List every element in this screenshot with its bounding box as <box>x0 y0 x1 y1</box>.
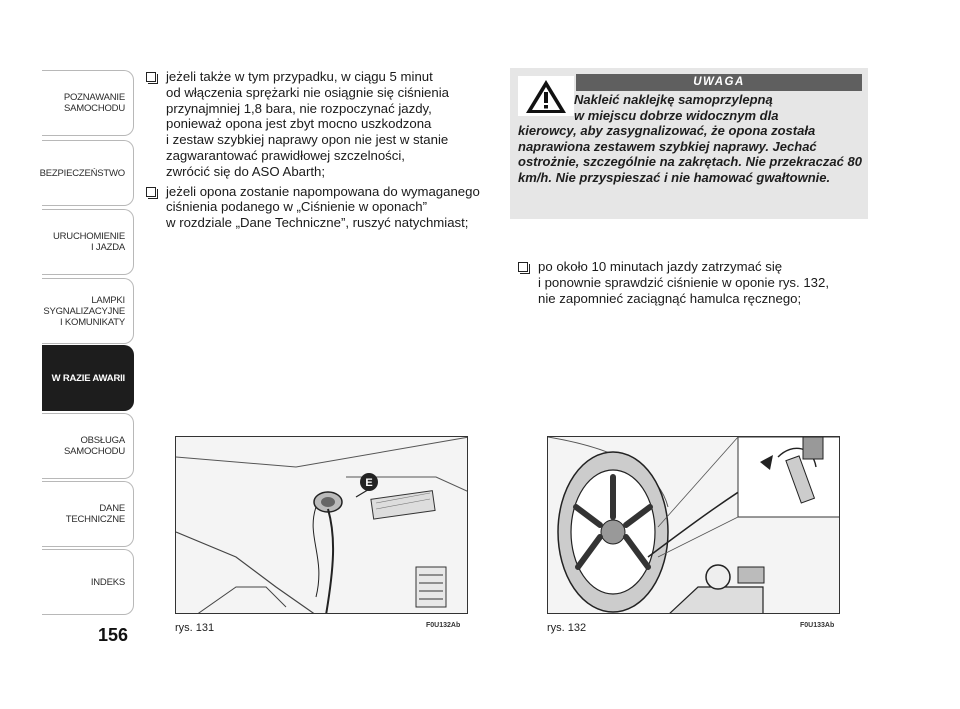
right-bullets <box>518 259 868 310</box>
warning-text-first: Nakleić naklejkę samoprzylepną w miejscu dobrze widocznym dla <box>574 92 779 123</box>
list-item-text: po około 10 minutach jazdy zatrzymać się i ponownie sprawdzić ciśnienie w oponie rys. 132, nie zapomnieć zaciągnąć hamulca ręcznego; <box>538 259 830 306</box>
list-item-text: jeżeli opona zostanie napompowana do wymaganego ciśnienia podanego w „Ciśnienie w oponach” w rozdziale „Dane Techniczne”, ruszyć natychmiast; <box>166 183 480 231</box>
warning-text <box>518 92 862 185</box>
figure-131 <box>175 436 468 614</box>
warning-text-rest: kierowcy, aby zasygnalizować, że opona została naprawiona zestawem szybkiej naprawy. Jechać ostrożnie, szczególnie na zakrętach. Nie przekraczać 80 km/h. Nie przyspieszać i nie hamować gwałtownie. <box>518 123 862 185</box>
figure-marker-e: E <box>365 477 373 489</box>
figure-132-caption: rys. 132 <box>547 622 587 634</box>
warning-title: UWAGA <box>576 74 862 91</box>
tab-uruchomienie-i-jazda[interactable]: URUCHOMIENIE I JAZDA <box>42 209 134 275</box>
checkbox-bullet-icon <box>146 72 156 82</box>
figure-131-caption: rys. 131 <box>175 622 215 634</box>
tab-obsluga-samochodu[interactable]: OBSŁUGA SAMOCHODU <box>42 413 134 479</box>
figure-132 <box>547 436 840 614</box>
list-item-text: jeżeli także w tym przypadku, w ciągu 5 minut od włączenia sprężarki nie osiągnie się ciśnienia przynajmniej 1,8 bara, nie rozpoczynać jazdy, ponieważ opona jest zbyt mocno uszkodzona i zestaw szybkiej naprawy opon nie jest w stanie zagwarantować prawidłowej szczelności, zwrócić się do ASO Abarth; <box>166 69 449 179</box>
warning-panel <box>510 68 868 219</box>
figure-131-illustration <box>176 437 468 614</box>
figure-132-illustration <box>548 437 840 614</box>
checkbox-bullet-icon <box>518 262 528 272</box>
tab-poznawanie-samochodu[interactable]: POZNAWANIE SAMOCHODU <box>42 70 134 136</box>
figure-131-code: F0U132Ab <box>426 622 461 629</box>
tab-w-razie-awarii[interactable]: W RAZIE AWARII <box>42 345 134 411</box>
tab-indeks[interactable]: INDEKS <box>42 549 134 615</box>
list-item <box>146 69 496 180</box>
tab-lampki-sygnalizacyjne[interactable]: LAMPKI SYGNALIZACYJNE I KOMUNIKATY <box>42 278 134 344</box>
tab-bezpieczenstwo[interactable]: BEZPIECZEŃSTWO <box>42 140 134 206</box>
checkbox-bullet-icon <box>146 187 156 197</box>
list-item <box>146 184 496 231</box>
left-bullets <box>146 69 496 235</box>
page-number: 156 <box>98 625 129 645</box>
figure-132-code: F0U133Ab <box>800 622 835 629</box>
list-item <box>518 259 868 306</box>
tab-dane-techniczne[interactable]: DANE TECHNICZNE <box>42 481 134 547</box>
